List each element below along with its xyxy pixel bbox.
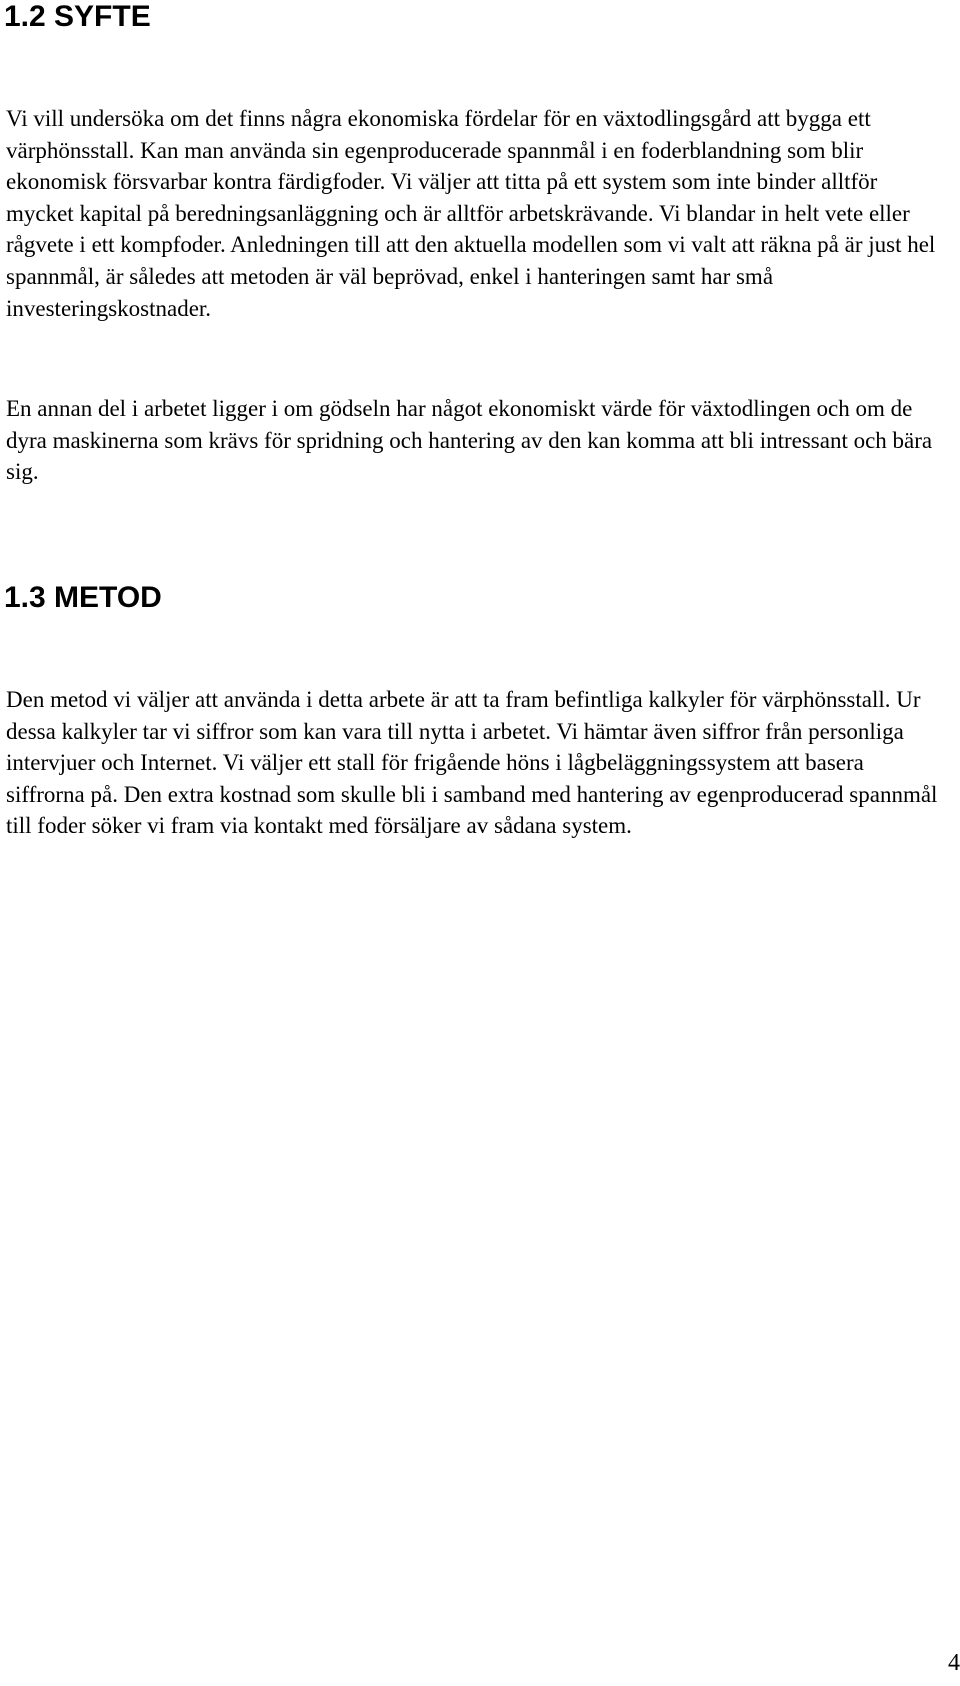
section-heading-metod: 1.3 METOD <box>4 581 162 614</box>
syfte-paragraph-1: Vi vill undersöka om det finns några ekonomiska fördelar för en växtodlingsgård att bygga ett värphönsstall. Kan man använda sin egenproducerade spannmål i en foderblandning som blir ekonomisk försvarbar kontra färdigfoder. Vi väljer att titta på ett system som inte binder alltför mycket kapital på beredningsanläggning och är alltför arbetskrävande. Vi blandar in helt vete eller rågvete i ett kompfoder. Anledningen till att den aktuella modellen som vi valt att räkna på är just hel spannmål, är således att metoden är väl beprövad, enkel i hanteringen samt har små investeringskostnader. <box>6 106 936 321</box>
syfte-paragraph-2: En annan del i arbetet ligger i om gödseln har något ekonomiskt värde för växtodlingen och om de dyra maskinerna som krävs för spridning och hantering av den kan komma att bli intressant och bära sig. <box>6 396 933 485</box>
section-heading-syfte: 1.2 SYFTE <box>4 0 151 33</box>
metod-paragraph-1: Den metod vi väljer att använda i detta arbete är att ta fram befintliga kalkyler för värphönsstall. Ur dessa kalkyler tar vi siffror som kan vara till nytta i arbetet. Vi hämtar även siffror från personliga intervjuer och Internet. Vi väljer ett stall för frigående höns i lågbeläggningssystem att basera siffrorna på. Den extra kostnad som skulle bli i samband med hantering av egenproducerad spannmål till foder söker vi fram via kontakt med försäljare av sådana system. <box>6 687 938 839</box>
page-number: 4 <box>948 1650 960 1676</box>
